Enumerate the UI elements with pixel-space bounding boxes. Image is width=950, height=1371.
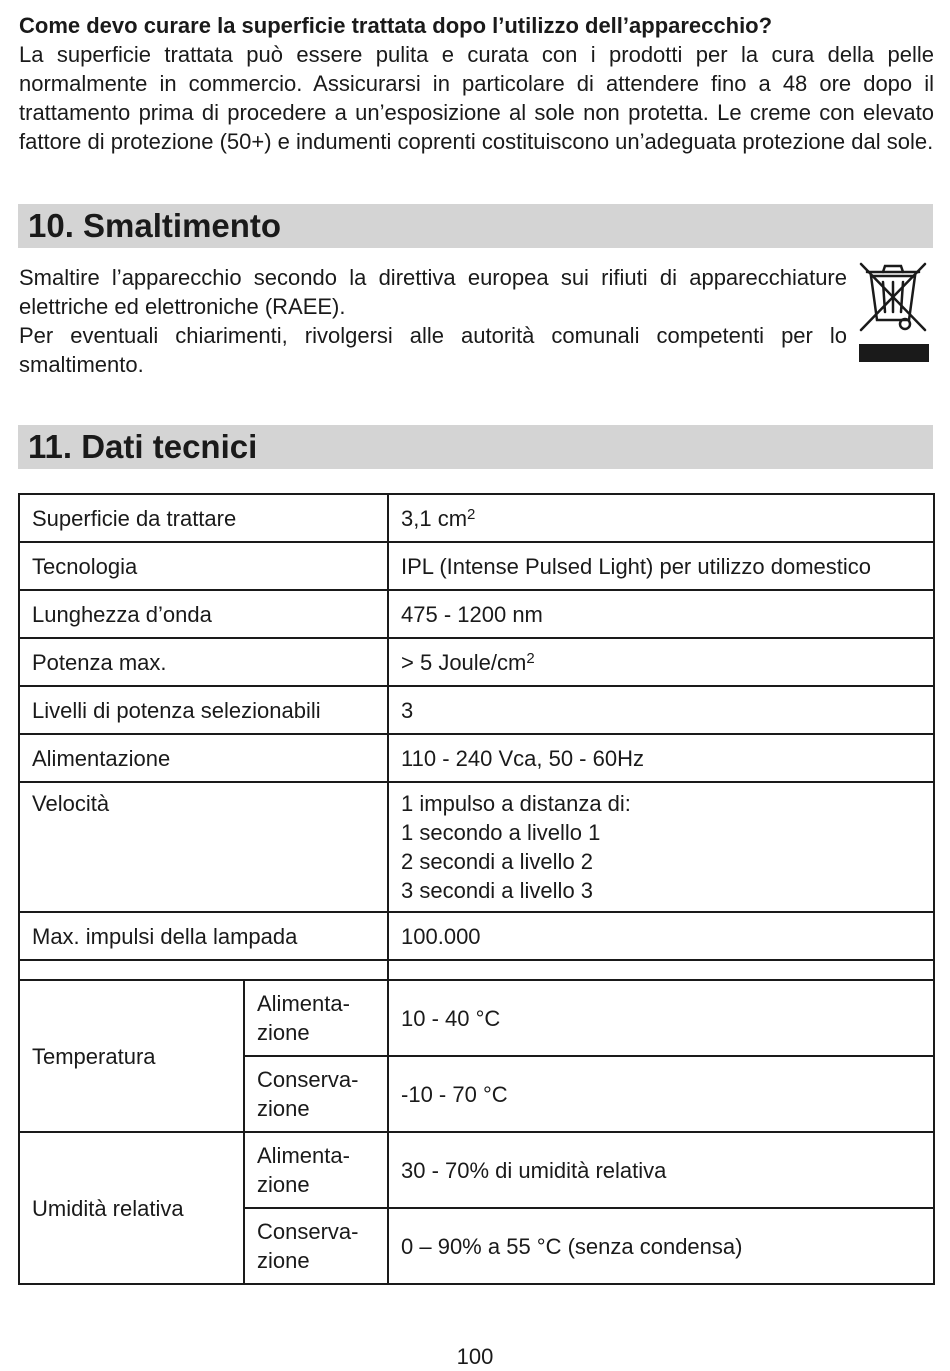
surface-value — [388, 494, 934, 542]
power-value-text: > 5 Joule/cm — [401, 649, 527, 675]
lamp-label: Max. impulsi della lampada — [19, 912, 388, 960]
humidity-label: Umidità relativa — [19, 1132, 244, 1284]
page-number: 100 — [456, 1344, 494, 1369]
power-label: Potenza max. — [19, 638, 388, 686]
table-row — [19, 494, 934, 542]
surface-label: Superficie da trattare — [19, 494, 388, 542]
levels-value: 3 — [388, 686, 934, 734]
temperature-operation-value: 10 - 40 °C — [388, 980, 934, 1056]
power-unit-exponent: 2 — [526, 649, 535, 667]
table-row — [19, 686, 934, 734]
sub-label-line: zione — [257, 1096, 310, 1121]
sub-label-line: Alimenta- — [257, 1143, 350, 1168]
spacer-cell — [388, 960, 934, 980]
sub-label-line: Conserva- — [257, 1067, 359, 1092]
technical-data-table — [18, 493, 935, 1285]
table-spacer-row — [19, 960, 934, 980]
sub-label-line: zione — [257, 1248, 310, 1273]
speed-line: 1 secondo a livello 1 — [401, 820, 601, 845]
technology-label: Tecnologia — [19, 542, 388, 590]
supply-label: Alimentazione — [19, 734, 388, 782]
temperature-storage-label — [244, 1056, 388, 1132]
table-row — [19, 734, 934, 782]
table-row — [19, 638, 934, 686]
lamp-value: 100.000 — [388, 912, 934, 960]
temperature-operation-label — [244, 980, 388, 1056]
disposal-paragraph-2: Per eventuali chiarimenti, rivolgersi alle autorità comunali competenti per lo smaltimento. — [19, 323, 847, 377]
temperature-storage-value: -10 - 70 °C — [388, 1056, 934, 1132]
surface-value-text: 3,1 cm — [401, 505, 468, 531]
humidity-operation-value: 30 - 70% di umidità relativa — [388, 1132, 934, 1208]
surface-unit-exponent: 2 — [467, 505, 476, 523]
table-row — [19, 912, 934, 960]
spacer-cell — [19, 960, 388, 980]
table-row — [19, 590, 934, 638]
supply-value: 110 - 240 Vca, 50 - 60Hz — [388, 734, 934, 782]
table-row — [19, 782, 934, 912]
humidity-storage-value: 0 – 90% a 55 °C (senza condensa) — [388, 1208, 934, 1284]
table-row — [19, 980, 934, 1056]
table-row — [19, 542, 934, 590]
table-row — [19, 1132, 934, 1208]
humidity-operation-label — [244, 1132, 388, 1208]
speed-label: Velocità — [19, 782, 388, 912]
technology-value: IPL (Intense Pulsed Light) per utilizzo domestico — [388, 542, 934, 590]
crossed-out-wheelie-bin-icon — [853, 258, 933, 364]
section-heading-disposal: 10. Smaltimento — [18, 204, 933, 248]
sub-label-line: zione — [257, 1020, 310, 1045]
speed-line: 2 secondi a livello 2 — [401, 849, 594, 874]
speed-value — [388, 782, 934, 912]
wavelength-value: 475 - 1200 nm — [388, 590, 934, 638]
sub-label-line: zione — [257, 1172, 310, 1197]
care-answer: La superficie trattata può essere pulita e curata con i prodotti per la cura della pelle normalmente in commercio. Assicurarsi in particolare di attendere fino a 48 ore dopo il trattamento prima di procedere a un’esposizione al sole non protetta. Le creme con elevato fattore di protezione (50+) e indumenti coprenti costituiscono un’adeguata protezione dal sole. — [19, 42, 934, 154]
sub-label-line: Alimenta- — [257, 991, 350, 1016]
section-heading-specs: 11. Dati tecnici — [18, 425, 933, 469]
sub-label-line: Conserva- — [257, 1219, 359, 1244]
temperature-label: Temperatura — [19, 980, 244, 1132]
disposal-text — [19, 263, 847, 379]
speed-line: 3 secondi a livello 3 — [401, 878, 594, 903]
speed-line: 1 impulso a distanza di: — [401, 791, 631, 816]
humidity-storage-label — [244, 1208, 388, 1284]
levels-label: Livelli di potenza selezionabili — [19, 686, 388, 734]
power-value — [388, 638, 934, 686]
disposal-paragraph-1: Smaltire l’apparecchio secondo la direttiva europea sui rifiuti di apparecchiature elettriche ed elettroniche (RAEE). — [19, 265, 847, 319]
wavelength-label: Lunghezza d’onda — [19, 590, 388, 638]
care-question: Come devo curare la superficie trattata dopo l’utilizzo dell’apparecchio? — [19, 13, 773, 38]
